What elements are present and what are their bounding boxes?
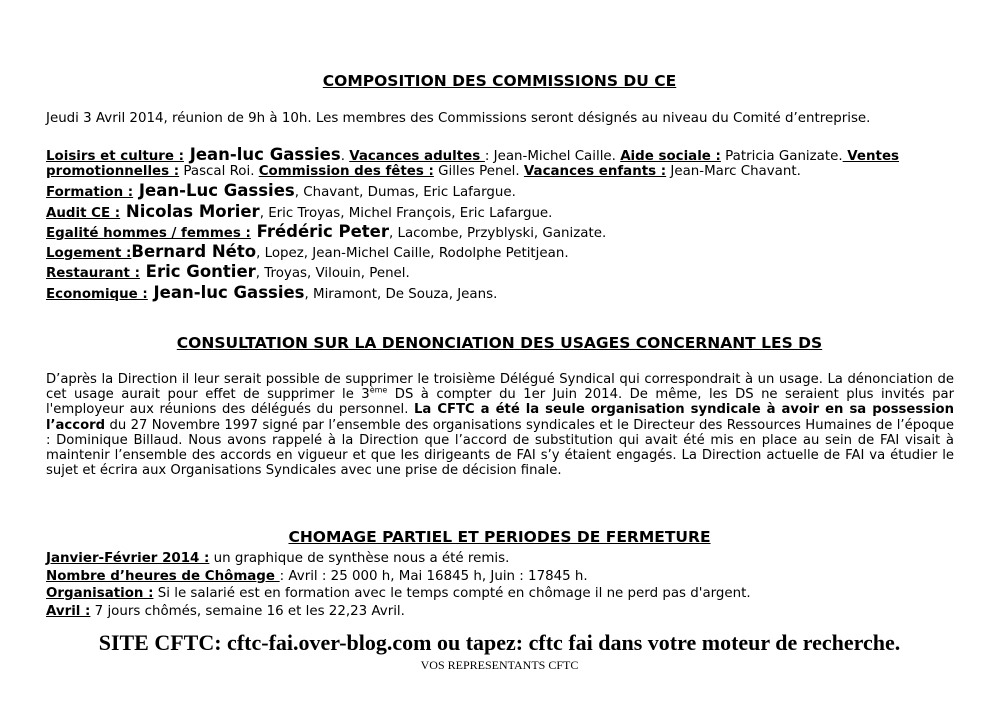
label-loisirs: Loisirs et culture : bbox=[46, 149, 184, 164]
label-heures: Nombre d’heures de Chômage bbox=[46, 569, 280, 584]
lead-loisirs: Jean-luc Gassies bbox=[183, 145, 341, 164]
lead-economique: Jean-luc Gassies bbox=[147, 283, 305, 302]
chomage-organisation bbox=[46, 585, 954, 602]
label-aide-sociale: Aide sociale : bbox=[620, 149, 721, 164]
consultation-text-1: D’après la Direction il leur serait possible de supprimer le troisième Délégué Syndical qui correspondrait à un usage. La dénonciation de cet usage aurait pour effet de supprimer le 3 bbox=[46, 372, 954, 403]
rest-heures: : Avril : 25 000 h, Mai 16845 h, Juin : 17845 h. bbox=[279, 569, 588, 584]
commission-logement bbox=[46, 243, 954, 262]
lead-formation: Jean-Luc Gassies bbox=[133, 181, 295, 200]
rest-organisation: Si le salarié est en formation avec le temps compté en chômage il ne perd pas d'argent. bbox=[153, 586, 751, 601]
rest-ventes: Pascal Roi. bbox=[179, 164, 259, 179]
label-janvier: Janvier-Février 2014 : bbox=[46, 551, 210, 566]
label-egalite: Egalité hommes / femmes : bbox=[46, 226, 251, 241]
label-ventes-b: promotionnelles : bbox=[46, 164, 180, 179]
rest-avril: 7 jours chômés, semaine 16 et les 22,23 Avril. bbox=[90, 604, 405, 619]
meeting-intro: Jeudi 3 Avril 2014, réunion de 9h à 10h. Les membres des Commissions seront désignés au niveau du Comité d’entreprise. bbox=[46, 111, 871, 126]
consultation-text-3: du 27 Novembre 1997 signé par l’ensemble des organisations syndicales et le Directeur des Ressources Humaines de l’époque : Dominique Billaud. Nous avons rappelé à la Direction que l’accord de substitution qui avait été mis en place au sein de FAI visait à maintenir l’ensemble des accords en vigueur et que les dirigeants de FAI s’y étaient engagés. La Direction actuelle de FAI va étudier le sujet et écrira aux Organisations Syndicales avec une prise de décision finale. bbox=[46, 417, 954, 479]
section-title-commissions: COMPOSITION DES COMMISSIONS DU CE bbox=[322, 72, 677, 90]
commission-economique bbox=[46, 284, 954, 303]
chomage-avril bbox=[46, 603, 954, 620]
chomage-heures bbox=[46, 568, 954, 585]
lead-egalite: Frédéric Peter bbox=[250, 222, 389, 241]
section-title-consultation: CONSULTATION SUR LA DENONCIATION DES USAGES CONCERNANT LES DS bbox=[176, 334, 823, 352]
superscript-eme: ème bbox=[369, 385, 388, 395]
chomage-janvier bbox=[46, 550, 954, 567]
commissions-line-2 bbox=[46, 163, 954, 180]
rest-janvier: un graphique de synthèse nous a été remis. bbox=[209, 551, 510, 566]
commission-formation bbox=[46, 182, 954, 201]
label-vacances-adultes: Vacances adultes bbox=[349, 149, 485, 164]
consultation-bold-statement: La CFTC a été la seule organisation syndicale à avoir en sa possession l’accord bbox=[46, 402, 954, 433]
rest-logement: , Lopez, Jean-Michel Caille, Rodolphe Petitjean. bbox=[256, 246, 569, 261]
rest-restaurant: , Troyas, Vilouin, Penel. bbox=[255, 266, 410, 281]
commission-restaurant bbox=[46, 263, 954, 282]
site-banner: SITE CFTC: cftc-fai.over-blog.com ou tapez: cftc fai dans votre moteur de recherche. bbox=[98, 630, 901, 655]
label-economique: Economique : bbox=[46, 287, 148, 302]
commission-egalite bbox=[46, 223, 954, 242]
label-formation: Formation : bbox=[46, 185, 134, 200]
label-avril: Avril : bbox=[46, 604, 91, 619]
rest-fetes: Gilles Penel. bbox=[433, 164, 524, 179]
rest-loisirs: . bbox=[340, 149, 350, 164]
rest-vacances-enfants: Jean-Marc Chavant. bbox=[666, 164, 801, 179]
rest-formation: , Chavant, Dumas, Eric Lafargue. bbox=[294, 185, 516, 200]
rest-vacances-adultes: : Jean-Michel Caille. bbox=[484, 149, 621, 164]
label-ventes-a: Ventes bbox=[842, 149, 900, 164]
label-organisation: Organisation : bbox=[46, 586, 154, 601]
label-fetes: Commission des fêtes : bbox=[258, 164, 434, 179]
lead-logement: Bernard Néto bbox=[131, 242, 257, 261]
lead-audit: Nicolas Morier bbox=[120, 202, 260, 221]
label-vacances-enfants: Vacances enfants : bbox=[523, 164, 667, 179]
rest-audit: , Eric Troyas, Michel François, Eric Lafargue. bbox=[259, 206, 553, 221]
consultation-paragraph bbox=[46, 372, 954, 478]
label-logement: Logement : bbox=[46, 246, 132, 261]
label-audit: Audit CE : bbox=[46, 206, 121, 221]
lead-restaurant: Eric Gontier bbox=[139, 262, 256, 281]
rest-aide-sociale: Patricia Ganizate. bbox=[720, 149, 843, 164]
label-restaurant: Restaurant : bbox=[46, 266, 140, 281]
rest-economique: , Miramont, De Souza, Jeans. bbox=[304, 287, 498, 302]
footer-signature: VOS REPRESENTANTS CFTC bbox=[420, 658, 579, 672]
commission-audit bbox=[46, 203, 954, 222]
consultation-text-2: DS à compter du 1er Juin 2014. De même, les DS ne seraient plus invités par l'employeur aux réunions des délégués du personnel. bbox=[46, 387, 955, 418]
rest-egalite: , Lacombe, Przyblyski, Ganizate. bbox=[389, 226, 607, 241]
section-title-chomage: CHOMAGE PARTIEL ET PERIODES DE FERMETURE bbox=[288, 528, 711, 546]
